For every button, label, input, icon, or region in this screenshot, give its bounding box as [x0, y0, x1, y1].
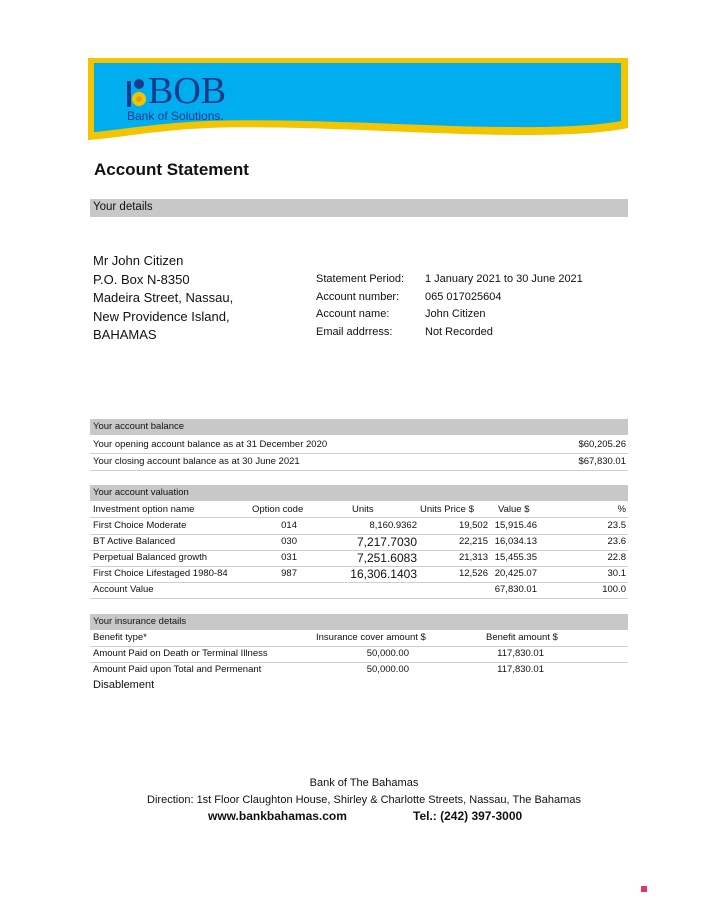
- total-label: Account Value: [93, 584, 154, 595]
- total-pct: 100.0: [602, 584, 626, 595]
- your-details-heading-text: Your details: [93, 201, 153, 213]
- statement-info-label: Account number:: [316, 290, 400, 303]
- statement-info-label: Statement Period:: [316, 273, 405, 285]
- footer-website-link[interactable]: www.bankbahamas.com: [208, 809, 347, 823]
- table-row: [90, 550, 628, 566]
- table-cell-units: 16,306.1403: [350, 567, 417, 581]
- benefit-amount: 117,830.01: [497, 664, 544, 675]
- table-cell-pct: 30.1: [607, 568, 626, 579]
- divider: [90, 470, 628, 471]
- your-details-heading: [90, 199, 628, 217]
- footer-phone: Tel.: (242) 397-3000: [413, 809, 523, 823]
- table-cell-units: 7,251.6083: [356, 551, 417, 565]
- account-balance-heading-text: Your account balance: [93, 421, 185, 432]
- table-cell-code: 987: [281, 568, 297, 579]
- table-cell-pct: 23.5: [607, 520, 626, 531]
- footer-contact: [90, 808, 638, 825]
- footer-direction: Direction: 1st Floor Claughton House, Shirley & Charlotte Streets, Nassau, The Bahamas: [147, 793, 581, 806]
- statement-info-row: [316, 306, 616, 324]
- statement-info-value: 065 017025604: [425, 290, 502, 303]
- cover-amount: 50,000.00: [366, 664, 409, 675]
- balance-value: $67,830.01: [578, 456, 626, 467]
- column-header: Insurance cover amount $: [316, 632, 426, 643]
- address-line: P.O. Box N-8350: [93, 271, 190, 287]
- table-cell-price: 21,313: [458, 552, 488, 563]
- balance-label: Your opening account balance as at 31 December 2020: [93, 439, 328, 450]
- footer: [90, 775, 638, 825]
- table-cell-name: First Choice Moderate: [93, 520, 187, 531]
- insurance-row: [90, 646, 628, 662]
- column-header: Benefit type*: [93, 632, 147, 643]
- insurance-row: [90, 662, 628, 678]
- statement-info: [316, 271, 616, 341]
- statement-info-row: [316, 289, 616, 307]
- table-cell-price: 22,215: [458, 536, 488, 547]
- statement-info-label: Email addrress:: [316, 325, 393, 338]
- brand-header: [88, 58, 628, 140]
- logo-mark-icon: [126, 75, 148, 109]
- table-cell-code: 014: [281, 520, 297, 531]
- table-cell-pct: 23.6: [607, 536, 626, 547]
- table-row: [90, 566, 628, 582]
- insurance-header-row: [90, 630, 628, 646]
- address-line: New Providence Island,: [93, 308, 230, 324]
- benefit-type: Amount Paid on Death or Terminal Illness: [93, 648, 268, 659]
- table-cell-code: 031: [281, 552, 297, 563]
- statement-info-label: Account name:: [316, 308, 390, 320]
- total-value: 67,830.01: [494, 584, 537, 595]
- cover-amount: 50,000.00: [366, 648, 409, 659]
- table-cell-name: First Choice Lifestaged 1980-84: [93, 568, 228, 579]
- page-title: Account Statement: [94, 160, 249, 179]
- table-cell-units: 7,217.7030: [356, 535, 417, 549]
- column-header: Units: [352, 504, 374, 515]
- column-header: Investment option name: [93, 504, 195, 515]
- table-row: [90, 518, 628, 534]
- balance-label: Your closing account balance as at 30 June 2021: [93, 456, 300, 467]
- account-balance-heading: [90, 419, 628, 435]
- address-line: Mr John Citizen: [93, 253, 184, 268]
- table-cell-value: 16,034.13: [494, 536, 537, 547]
- brand-name: BOB: [148, 70, 227, 112]
- divider: [90, 598, 628, 599]
- address-line: BAHAMAS: [93, 327, 157, 342]
- table-cell-price: 19,502: [458, 520, 488, 531]
- address-line: Madeira Street, Nassau,: [93, 290, 234, 305]
- insurance-heading-text: Your insurance details: [93, 616, 187, 627]
- customer-address: [93, 252, 233, 345]
- column-header: %: [617, 504, 626, 515]
- table-cell-name: Perpetual Balanced growth: [93, 552, 208, 563]
- balance-value: $60,205.26: [578, 439, 626, 450]
- account-valuation-heading-text: Your account valuation: [93, 487, 189, 498]
- table-cell-code: 030: [281, 536, 297, 547]
- balance-row: [90, 454, 628, 470]
- benefit-type: Amount Paid upon Total and Permenant: [93, 664, 262, 675]
- account-valuation-heading: [90, 485, 628, 501]
- statement-info-value: Not Recorded: [425, 325, 493, 338]
- table-cell-pct: 22.8: [607, 552, 626, 563]
- column-header: Benefit amount $: [486, 632, 558, 643]
- statement-info-value: 1 January 2021 to 30 June 2021: [425, 273, 583, 285]
- table-cell-value: 15,915.46: [494, 520, 537, 531]
- column-header: Option code: [252, 504, 304, 515]
- table-row: [90, 534, 628, 550]
- brand-tagline: Bank of Solutions.: [127, 109, 224, 123]
- table-cell-value: 20,425.07: [494, 568, 537, 579]
- bob-logo: [126, 70, 276, 125]
- table-cell-value: 15,455.35: [494, 552, 537, 563]
- benefit-type-continuation: Disablement: [93, 679, 155, 691]
- table-cell-price: 12,526: [458, 568, 488, 579]
- table-cell-units: 8,160.9362: [369, 520, 417, 531]
- valuation-header-row: [90, 502, 628, 518]
- table-total-row: [90, 582, 628, 598]
- table-cell-name: BT Active Balanced: [93, 536, 176, 547]
- decorative-dot: [641, 886, 647, 892]
- balance-row: [90, 437, 628, 453]
- statement-info-row: [316, 324, 616, 342]
- insurance-heading: [90, 614, 628, 630]
- statement-info-value: John Citizen: [425, 308, 486, 320]
- column-header: Units Price $: [420, 504, 474, 515]
- column-header: Value $: [498, 504, 530, 515]
- benefit-amount: 117,830.01: [497, 648, 544, 659]
- statement-info-row: [316, 271, 616, 289]
- footer-bank-name: Bank of The Bahamas: [309, 777, 419, 789]
